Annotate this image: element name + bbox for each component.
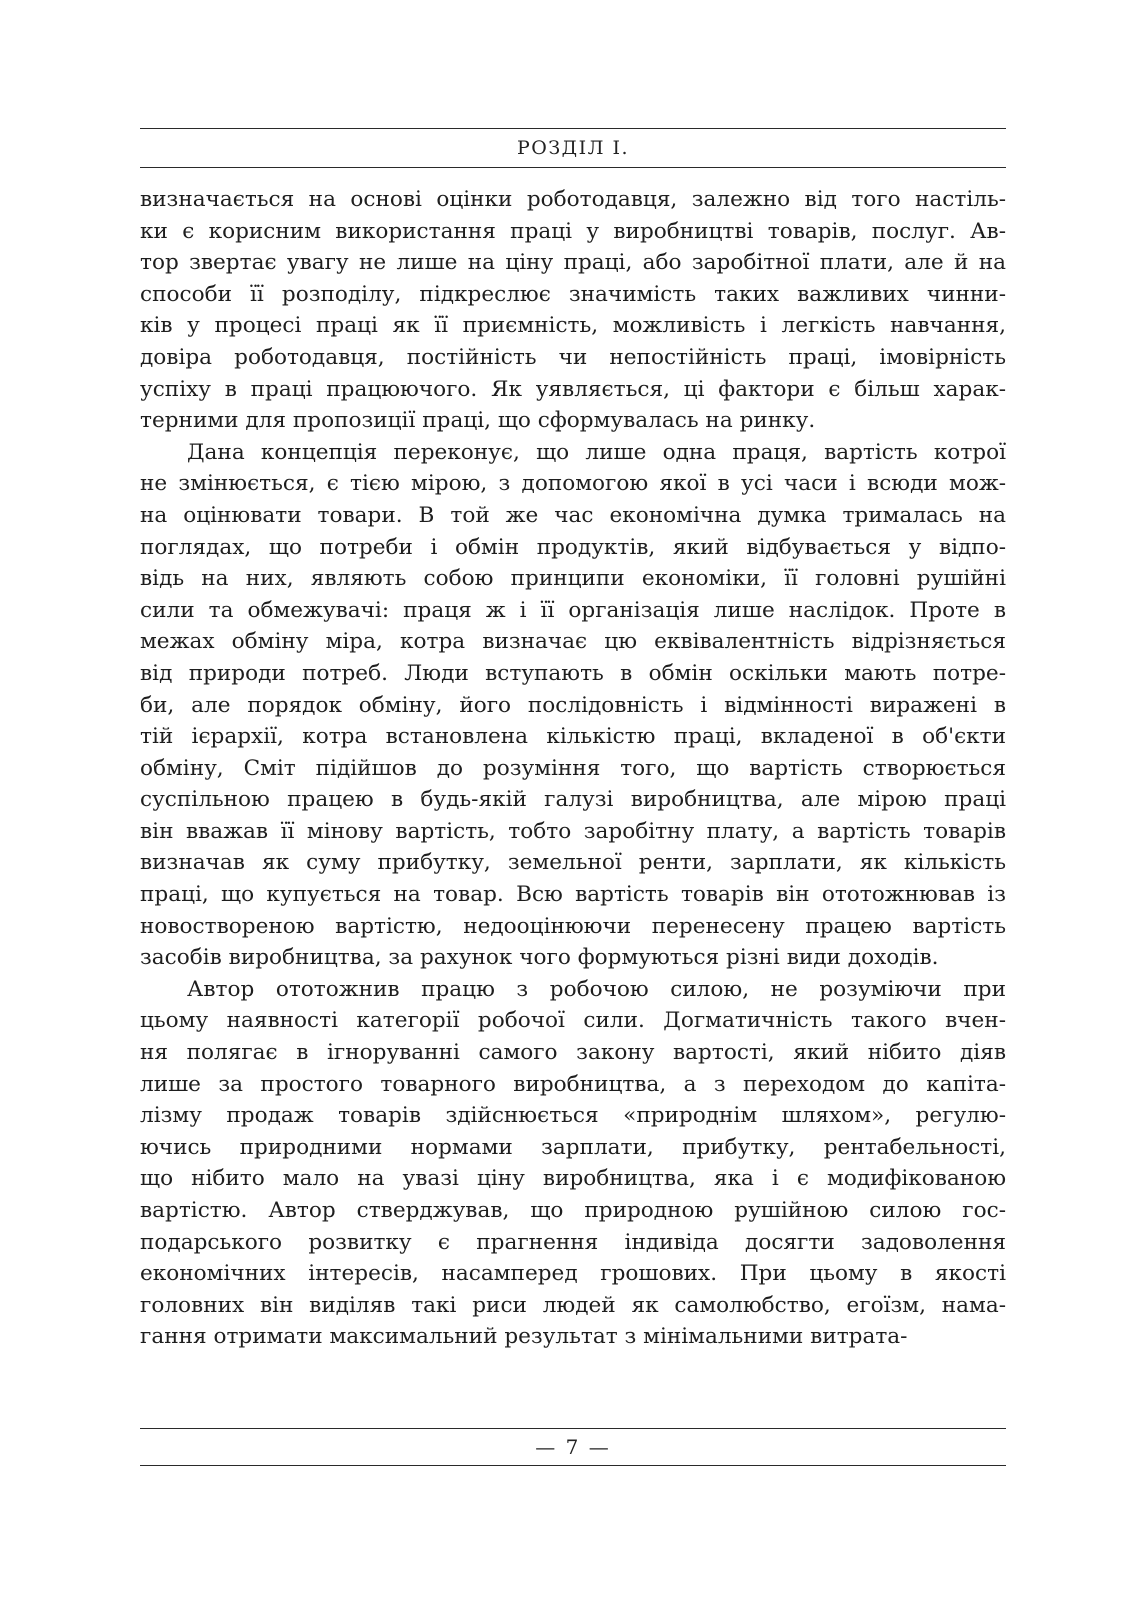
text-line: що нібито мало на увазі ціну виробництва, яка і є модифікованою xyxy=(140,1166,1006,1192)
paragraph xyxy=(140,437,1006,974)
text-line: успіху в праці працюючого. Як уявляється, ці фактори є більш харак- xyxy=(140,376,1006,402)
text-line: від природи потреб. Люди вступають в обмін оскільки мають потре- xyxy=(140,660,1006,686)
text-line: лізму продаж товарів здійснюється «природнім шляхом», регулю- xyxy=(140,1103,1006,1129)
chapter-title: РОЗДІЛ І. xyxy=(516,137,630,159)
text-line: вартістю. Автор стверджував, що природною рушійною силою гос- xyxy=(140,1198,1006,1223)
text-line: ючись природними нормами зарплати, прибутку, рентабельності, xyxy=(140,1134,1006,1160)
text-line: визначав як суму прибутку, земельної ренти, зарплати, як кількість xyxy=(140,850,1006,876)
text-line: він вважав її мінову вартість, тобто заробітну плату, а вартість товарів xyxy=(140,818,1006,844)
body-text xyxy=(140,184,1006,1353)
page-footer xyxy=(140,1428,1006,1466)
text-line: ня полягає в ігноруванні самого закону вартості, який нібито діяв xyxy=(140,1040,1006,1066)
text-line: поглядах, що потреби і обмін продуктів, який відбувається у відпо- xyxy=(140,534,1006,560)
text-line: лише за простого товарного виробництва, а з переходом до капіта- xyxy=(140,1071,1006,1097)
text-line: ки є корисним використання праці у виробництві товарів, послуг. Ав- xyxy=(140,218,1006,244)
text-line: економічних інтересів, насамперед грошових. При цьому в якості xyxy=(140,1261,1006,1287)
text-line: способи її розподілу, підкреслює значимість таких важливих чинни- xyxy=(140,281,1006,307)
text-line: Дана концепція переконує, що лише одна праця, вартість котрої xyxy=(187,439,1006,465)
text-line: сили та обмежувачі: праця ж і її організація лише наслідок. Проте в xyxy=(140,597,1006,623)
text-line: визначається на основі оцінки роботодавця, залежно від того настіль- xyxy=(140,187,1006,212)
text-line: новоствореною вартістю, недооцінюючи перенесену працею вартість xyxy=(140,913,1006,939)
text-line: гання отримати максимальний результат з мінімальними витрата- xyxy=(140,1324,908,1350)
running-header xyxy=(140,128,1006,168)
text-line: відь на них, являють собою принципи економіки, її головні рушійні xyxy=(140,566,1006,592)
text-line: не змінюється, є тією мірою, з допомогою якої в усі часи і всюди мож- xyxy=(140,471,1006,497)
page-number: — 7 — xyxy=(535,1435,611,1459)
text-line: довіра роботодавця, постійність чи непостійність праці, імовірність xyxy=(140,344,1006,370)
text-line: суспільною працею в будь-якій галузі виробництва, але мірою праці xyxy=(140,787,1006,813)
paragraph xyxy=(140,974,1006,1353)
text-line: тор звертає увагу не лише на ціну праці, або заробітної плати, але й на xyxy=(140,250,1006,276)
paragraph xyxy=(140,184,1006,437)
text-line: би, але порядок обміну, його послідовність і відмінності виражені в xyxy=(140,692,1006,718)
text-line: головних він виділяв такі риси людей як самолюбство, егоїзм, нама- xyxy=(140,1292,1006,1318)
text-line: Автор ототожнив працю з робочою силою, не розуміючи при xyxy=(187,976,1006,1002)
text-line: ків у процесі праці як її приємність, можливість і легкість навчання, xyxy=(140,313,1006,339)
text-line: цьому наявності категорії робочої сили. Догматичність такого вчен- xyxy=(140,1008,1006,1034)
text-line: терними для пропозиції праці, що сформувалась на ринку. xyxy=(140,408,816,434)
text-line: подарського розвитку є прагнення індивіда досягти задоволення xyxy=(140,1229,1006,1255)
text-line: праці, що купується на товар. Всю вартість товарів він ототожнював із xyxy=(140,882,1006,908)
text-line: межах обміну міра, котра визначає цю еквівалентність відрізняється xyxy=(140,629,1006,655)
text-line: засобів виробництва, за рахунок чого формуються різні види доходів. xyxy=(140,945,939,971)
text-line: тій ієрархії, котра встановлена кількістю праці, вкладеної в об'єкти xyxy=(140,724,1006,750)
text-line: на оцінювати товари. В той же час економічна думка трималась на xyxy=(140,502,1006,528)
text-line: обміну, Сміт підійшов до розуміння того, що вартість створюється xyxy=(140,755,1006,781)
